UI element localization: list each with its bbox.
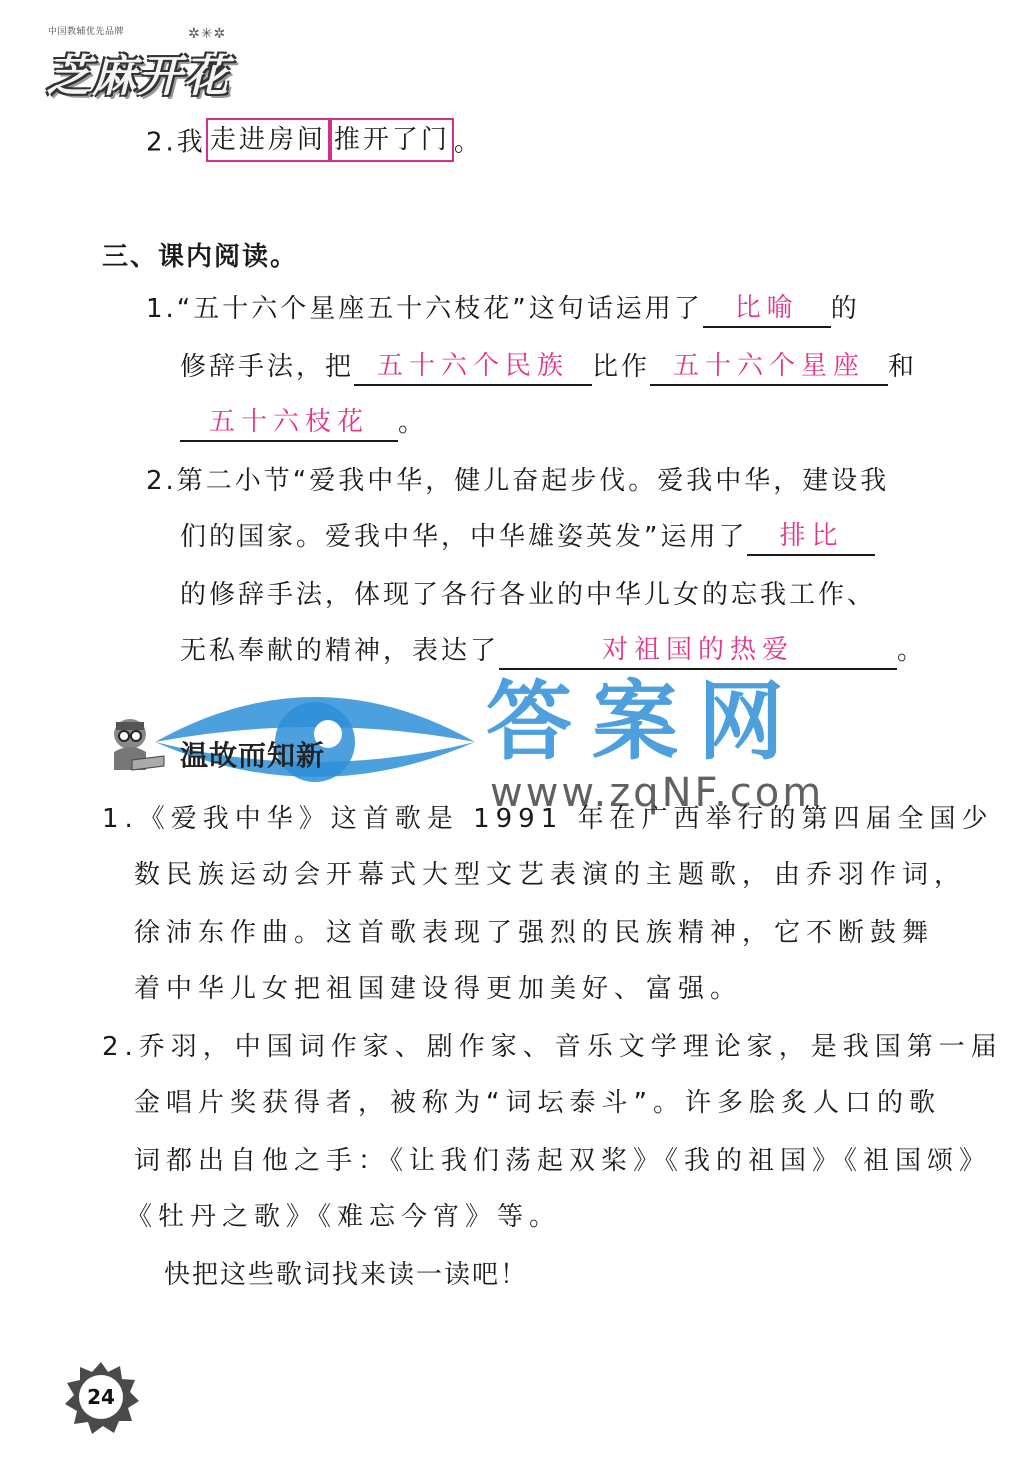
closing-line: 快把这些歌词找来读一读吧！ [164,1260,529,1290]
review-p1-line-1: 1.《爱我中华》这首歌是 1991 年在广西举行的第四届全国少 [102,804,994,834]
q2-line-3: 的修辞手法，体现了各行各业的中华儿女的忘我工作、 [180,580,877,610]
page-number: 24 [87,1385,115,1409]
q2-answer-2: 对祖国的热爱 [499,634,897,670]
review-p1-line-3: 徐沛东作曲。这首歌表现了强烈的民族精神，它不断鼓舞 [134,918,935,948]
phrase-box-1: 走进房间 [206,118,330,162]
review-section-title: 温故而知新 [180,739,326,772]
q1-line-1: 1.“五十六个星座五十六枝花”这句话运用了 比喻 的 [146,292,860,328]
logo-tagline: 中国教辅优先品牌 [48,27,125,37]
q1-line-3: 五十六枝花 。 [180,406,427,442]
q1-answer-3: 五十六个星座 [650,350,888,386]
q1-answer-4: 五十六枝花 [180,406,398,442]
q1-line-2: 修辞手法，把 五十六个民族 比作 五十六个星座 和 [180,350,917,386]
watermark-url: www.zqNF.com [490,770,825,816]
logo-title: 芝麻开花 [46,51,230,102]
review-p1-line-4: 着中华儿女把祖国建设得更加美好、富强。 [134,974,743,1004]
q1-answer-1: 比喻 [703,292,831,328]
section-3-heading: 三、课内阅读。 [102,242,299,272]
phrase-box-2: 推开了门 [330,118,454,162]
item-2-sentence: 2.我 走进房间 推开了门 。 [146,124,483,162]
q2-line-2: 们的国家。爱我中华，中华雄姿英发”运用了 排比 [180,520,875,556]
q2-line-1: 2.第二小节“爱我中华，健儿奋起步伐。爱我中华，建设我 [146,466,890,496]
q1-answer-2: 五十六个民族 [354,350,592,386]
q2-answer-1: 排比 [747,520,875,556]
reading-child-icon [102,712,172,776]
q2-line-4: 无私奉献的精神，表达了 对祖国的热爱 。 [180,634,926,670]
review-p1-line-2: 数民族运动会开幕式大型文艺表演的主题歌，由乔羽作词， [134,860,967,890]
review-p2-line-3: 词都出自他之手：《让我们荡起双桨》《我的祖国》《祖国颂》 [134,1146,992,1176]
star-decoration-icon: ✲✳✲ [188,26,227,42]
publisher-logo [40,18,230,104]
review-p2-line-1: 2.乔羽，中国词作家、剧作家、音乐文学理论家，是我国第一届 [102,1032,1003,1062]
review-p2-line-4: 《牡丹之歌》《难忘今宵》等。 [126,1202,562,1232]
watermark-text: 答案网 [486,672,804,772]
review-p2-line-2: 金唱片奖获得者，被称为“词坛泰斗”。许多脍炙人口的歌 [134,1088,941,1118]
page-number-badge [62,1358,140,1436]
